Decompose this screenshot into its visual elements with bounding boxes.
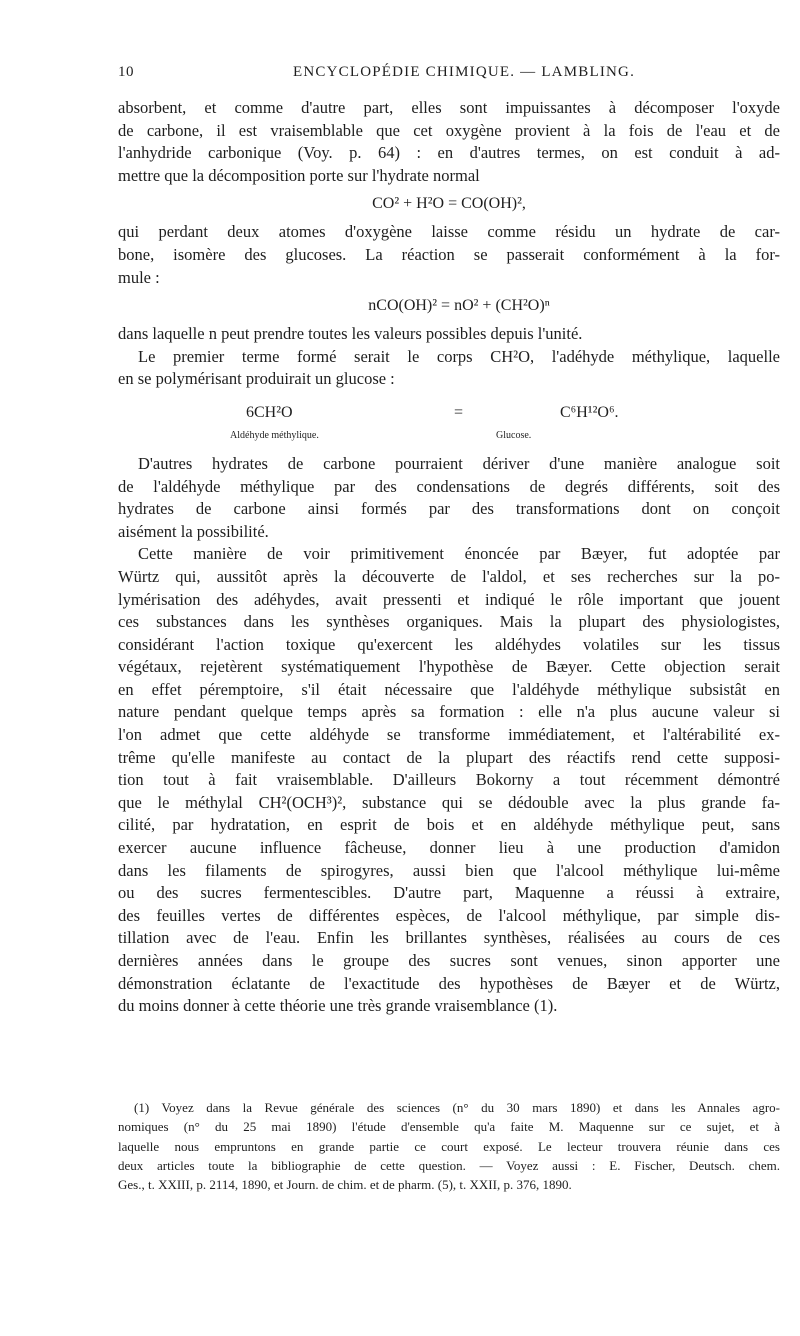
formula-hydrate: CO² + H²O = CO(OH)², bbox=[372, 195, 526, 213]
caption-glucose: Glucose. bbox=[496, 429, 532, 441]
text-line: de l'aldéhyde méthylique par des condensations de degrés différents, soit des bbox=[118, 476, 780, 496]
text-line: dans les filaments de spirogyres, aussi bien que l'alcool méthylique lui-même bbox=[118, 860, 780, 880]
text-line: végétaux, rejetèrent systématiquement l'hypothèse de Bæyer. Cette objection serait bbox=[118, 657, 780, 677]
page-number: 10 bbox=[118, 64, 134, 80]
text-line: absorbent, et comme d'autre part, elles sont impuissantes à décomposer l'oxyde bbox=[118, 98, 780, 117]
text-line: considérant l'action toxique qu'exercent les aldéhydes volatiles sur les tissus bbox=[118, 634, 780, 654]
formula-left: 6CH²O bbox=[246, 403, 293, 421]
text-line: Le premier terme formé serait le corps CH²O, l'adéhyde méthylique, laquelle bbox=[138, 346, 780, 366]
text-line: Würtz qui, aussitôt après la découverte de l'aldol, et ses recherches sur la po- bbox=[118, 566, 780, 586]
text-line: trême qu'elle manifeste au contact de la plupart des réactifs rend cette supposi- bbox=[118, 747, 780, 767]
running-title: ENCYCLOPÉDIE CHIMIQUE. — LAMBLING. bbox=[293, 64, 636, 80]
text-line: bone, isomère des glucoses. La réaction se passerait conformément à la for- bbox=[118, 244, 780, 264]
text-line: en effet péremptoire, s'il était nécessaire que l'aldéhyde méthylique subsistât en bbox=[118, 679, 780, 699]
paragraph bbox=[118, 323, 780, 391]
text-line: D'autres hydrates de carbone pourraient dériver d'une manière analogue soit bbox=[138, 453, 780, 473]
paragraph bbox=[118, 221, 780, 289]
paragraph bbox=[118, 97, 780, 187]
text-line: aisément la possibilité. bbox=[118, 521, 269, 541]
page-header bbox=[118, 64, 778, 88]
text-line: du moins donner à cette théorie une très grande vraisemblance (1). bbox=[118, 996, 558, 1016]
footnote-line: deux articles toute la bibliographie de cette question. — Voyez aussi : E. Fischer, Deutsch. chem. bbox=[118, 1157, 780, 1173]
footnote-line: nomiques (n° du 25 mai 1890) l'étude d'ensemble qu'a faite M. Maquenne sur ce sujet, et à bbox=[118, 1119, 780, 1135]
text-line: tillation avec de l'eau. Enfin les brillantes synthèses, réalisées au cours de ces bbox=[118, 928, 780, 948]
text-line: en se polymérisant produirait un glucose : bbox=[118, 369, 395, 389]
paragraph bbox=[118, 453, 780, 543]
text-line: mettre que la décomposition porte sur l'hydrate normal bbox=[118, 165, 480, 185]
text-line: que le méthylal CH²(OCH³)², substance qui se dédouble avec la plus grande fa- bbox=[118, 792, 780, 812]
text-line: qui perdant deux atomes d'oxygène laisse comme résidu un hydrate de car- bbox=[118, 222, 780, 242]
text-line: ces substances dans les synthèses organiques. Mais la plupart des physiologistes, bbox=[118, 612, 780, 632]
text-line: exercer aucune influence fâcheuse, donner lieu à une production d'amidon bbox=[118, 838, 780, 858]
formula-equals: = bbox=[454, 403, 464, 421]
formula-glucose bbox=[118, 399, 780, 427]
text-line: hydrates de carbone ainsi formés par des transformations dont on conçoit bbox=[118, 499, 780, 519]
formula-reaction: nCO(OH)² = nO² + (CH²O)ⁿ bbox=[368, 297, 550, 315]
text-line: tion tout à fait vraisemblable. D'ailleurs Bokorny a tout récemment démontré bbox=[118, 770, 780, 790]
text-line: nature pendant quelque temps après sa formation : elle n'a plus aucune valeur si bbox=[118, 702, 780, 722]
text-line: démonstration éclatante de l'exactitude des hypothèses de Bæyer et de Würtz, bbox=[118, 973, 780, 993]
main-text bbox=[118, 97, 780, 1018]
text-line: lymérisation des adéhydes, avait pressenti et indiqué le rôle important que jouent bbox=[118, 589, 780, 609]
footnote-line: Ges., t. XXIII, p. 2114, 1890, et Journ. de chim. et de pharm. (5), t. XXII, p. 376, 1890. bbox=[118, 1177, 572, 1193]
text-line: l'on admet que cette aldéhyde se transforme immédiatement, et l'altérabilité ex- bbox=[118, 725, 780, 745]
text-line: cilité, par hydratation, en esprit de bois et en aldéhyde méthylique peut, sans bbox=[118, 815, 780, 835]
text-line: dans laquelle n peut prendre toutes les valeurs possibles depuis l'unité. bbox=[118, 324, 583, 344]
text-line: dernières années dans le groupe des sucres sont venues, sinon apporter une bbox=[118, 951, 780, 970]
footnote-line: (1) Voyez dans la Revue générale des sciences (n° du 30 mars 1890) et dans les Annales agro- bbox=[134, 1100, 780, 1115]
formula-captions bbox=[118, 427, 780, 447]
text-line: l'anhydride carbonique (Voy. p. 64) : en d'autres termes, on est conduit à ad- bbox=[118, 143, 780, 163]
footnote bbox=[118, 1098, 780, 1194]
text-line: Cette manière de voir primitivement énoncée par Bæyer, fut adoptée par bbox=[138, 544, 780, 564]
text-line: de carbone, il est vraisemblable que cet oxygène provient à la fois de l'eau et de bbox=[118, 120, 780, 140]
text-line: des feuilles vertes de différentes espèces, de l'alcool méthylique, par simple dis- bbox=[118, 905, 780, 925]
formula-right: C⁶H¹²O⁶. bbox=[560, 403, 619, 421]
text-line: ou des sucres fermentescibles. D'autre part, Maquenne a réussi à extraire, bbox=[118, 883, 780, 903]
text-line: mule : bbox=[118, 267, 160, 287]
footnote-line: laquelle nous empruntons en grande partie ce court exposé. Le lecteur trouvera réunie dans ces bbox=[118, 1138, 780, 1154]
caption-aldehyde: Aldéhyde méthylique. bbox=[230, 429, 319, 441]
paragraph bbox=[118, 543, 780, 1017]
